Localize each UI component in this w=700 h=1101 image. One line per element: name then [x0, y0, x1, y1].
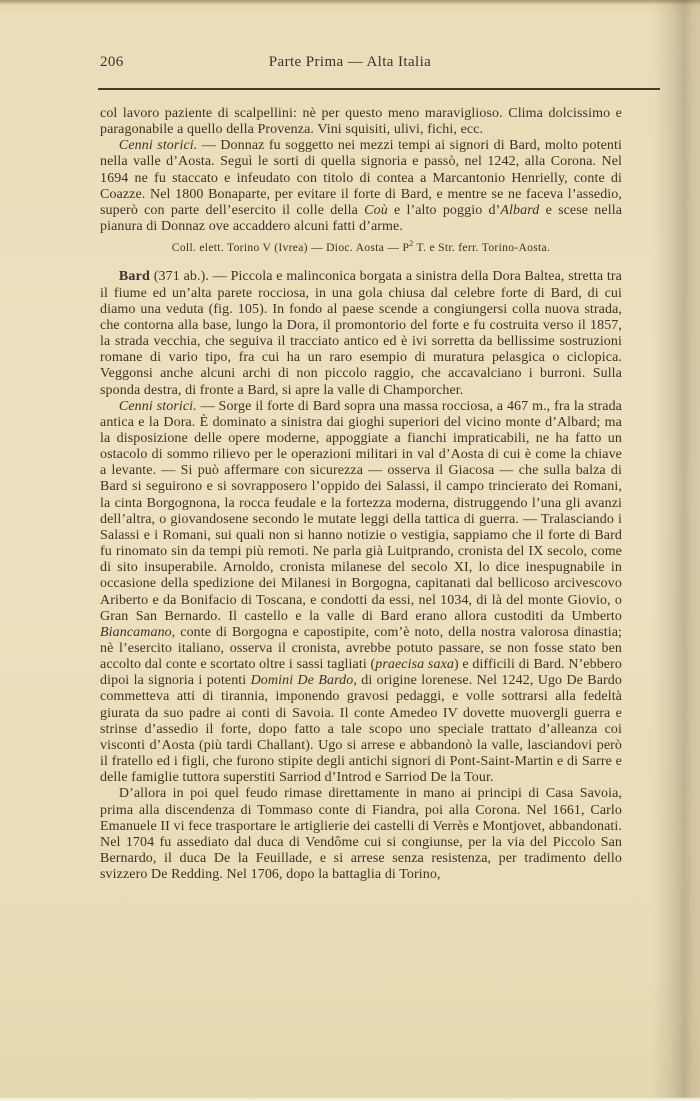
text-segment: e l’alto poggio d’ [387, 202, 501, 218]
scan-edge-top [0, 0, 700, 4]
text-segment: , conte di Borgogna e capostipite, com’è noto, della nostra valorosa dinastia; nè l’esercito italiano, osserva il cronista, avrebbe potuto passare, se non fosse stato ben accolto dal conte e scortato oltre i sassi tagliati ( [100, 624, 622, 673]
text-segment: (371 ab.). — Piccola e malinconica borgata a sinistra della Dora Baltea, stretta tra il fiume ed un’alta parete rocciosa, in una gola chiusa dal celebre forte di Bard, di cui diamo una veduta (fig. 105). In fondo al paese scende a congiungersi colla nuova strada, che contorna alla base, lungo la Dora, il promontorio del forte e fu costruita verso il 1857, la strada vecchia, che seguiva il tracciato antico ed è ivi sorretta da bellissime sostruzioni romane di vario tipo, fra cui ha un raro esempio di muratura pelasgica o ciclopica. Veggonsi anche alcuni archi di non piccolo raggio, che accavalciano i burroni. Sulla sponda destra, di fronte a Bard, si apre la valle di Champorcher. [100, 269, 622, 398]
latin-praecisa-saxa: praecisa saxa [375, 657, 454, 673]
page-text [100, 106, 622, 883]
text-segment: D’allora in poi quel feudo rimase direttamente in mano ai principi di Casa Savoia, prima alla discendenza di Tommaso conte di Fiandra, poi alla Corona. Nel 1661, Carlo Emanuele II vi fece trasportare le artiglierie dei castelli di Verrès e Montjovet, abbandonati. Nel 1704 fu assediato dal duca di Vendôme cui si congiunse, per la via del Piccolo San Bernardo, il duca De la Feuillade, e si arrese senza resistenza, per tradimento dello svizzero De Redding. Nel 1706, dopo la battaglia di Torino, [100, 786, 622, 883]
paragraph-cenni-storici-bard [100, 399, 622, 787]
cenni-storici-label: Cenni storici. [118, 398, 197, 414]
name-domini-de-bardo: Domini De Bardo [250, 673, 354, 689]
paragraph-bard-entry [100, 269, 622, 398]
page-number: 206 [100, 54, 124, 70]
text-segment: e scese nella pianura di Donnaz ove accaddero alcuni fatti d’arme. [100, 202, 623, 235]
bard-entry-label: Bard [118, 269, 151, 285]
text-segment: — Sorge il forte di Bard sopra una massa rocciosa, a 467 m., fra la strada antica e la Dora. È dominato a sinistra dai gioghi superiori del vicino monte d’Albard; ma la disposizione delle opere moderne, appoggiate a fianchi impraticabili, ne ha fatto un ostacolo di sommo rilievo per le operazioni militari in val d’Aosta di cui è come la chiave a levante. — Si può affermare con sicurezza — osserva il Giacosa — che sulla balza di Bard si seguirono e si sovrapposero l’oppido dei Salassi, il campo trincierato dei Romani, la cinta Borgognona, la rocca feudale e la fortezza moderna, distruggendo l’una gli avanzi dell’altra, o giovandosene secondo le mutate leggi della tattica di guerra. — Tralasciando i Salassi e i Romani, sui quali non si hanno notizie o vestigia, sappiamo che il forte di Bard fu rinomato sin da tempi più remoti. Ne parla già Luitprando, cronista del IX secolo, come di sito insuperabile. Arnoldo, cronista milanese del secolo XI, lo dice inespugnabile in occasione della spedizione dei Milanesi in Borgogna, capitanati dal bellicoso arcivescovo Ariberto e da Bonifacio di Toscana, e condotti da essi, nel 1034, di là del monte Giovio, o Gran San Bernardo. Il castello e la valle di Bard erano allora custoditi da Umberto [100, 398, 622, 624]
text-segment: T. e Str. ferr. Torino-Aosta. [413, 241, 551, 255]
paragraph-cenni-storici-donnaz [100, 138, 622, 235]
text-segment: , di origine lorenese. Nel 1242, Ugo De Bardo commetteva atti di tirannia, imponendo gravosi pedaggi, e volle sottrarsi alla fedeltà giurata da suo padre ai conti di Savoia. Il conte Amedeo IV dovette muovergli guerra e strinse d’assedio il forte, dopo fatto a tale scopo uno speciale trattato d’alleanza coi visconti d’Aosta (più tardi Challant). Ugo si arrese e abbandonò la valle, lasciandovi però il fratello ed i figli, che furono stipite degli antichi signori di Pont-Saint-Martin e di Sarre e delle famiglie tuttora superstiti Sarriod d’Introd e Sarriod De la Tour. [100, 673, 622, 786]
cenni-storici-label: Cenni storici. [118, 138, 198, 154]
text-segment: ) e difficili di Bard. N’ebbero dipoi la signoria i potenti [100, 657, 622, 689]
collegio-elettorale-line [100, 240, 622, 256]
scan-edge-right [652, 0, 700, 1101]
text-segment: col lavoro paziente di scalpellini: nè per questo meno maraviglioso. Clima dolcissimo e paragonabile a quello della Provenza. Vini squisiti, ulivi, fichi, ecc. [100, 106, 622, 138]
paragraph-feudo-savoia [100, 786, 622, 883]
header-rule [98, 88, 660, 90]
paragraph-climate [100, 106, 622, 138]
place-name-cou: Coù [364, 202, 388, 218]
text-segment: — Donnaz fu soggetto nei mezzi tempi ai signori di Bard, molto potenti nella valle d’Aosta. Seguì le sorti di quella signoria e passò, nel 1242, alla Corona. Nel 1694 ne fu staccato e infeudato con titolo di contea a Marcantonio Henrielly, conte di Coazze. Nel 1800 Bonaparte, per evitare il forte di Bard, e mentre se ne faceva l’assedio, superò con parte dell’esercito il colle della [100, 138, 623, 218]
running-title: Parte Prima — Alta Italia [268, 54, 432, 70]
name-biancamano: Biancamano [100, 624, 172, 640]
text-segment: Coll. elett. Torino V (Ivrea) — Dioc. Aosta — P [171, 241, 410, 255]
scan-edge-bottom [0, 1097, 700, 1101]
running-header [100, 54, 660, 76]
superscript-2: 2 [409, 239, 414, 249]
place-name-albard: Albard [500, 202, 540, 218]
